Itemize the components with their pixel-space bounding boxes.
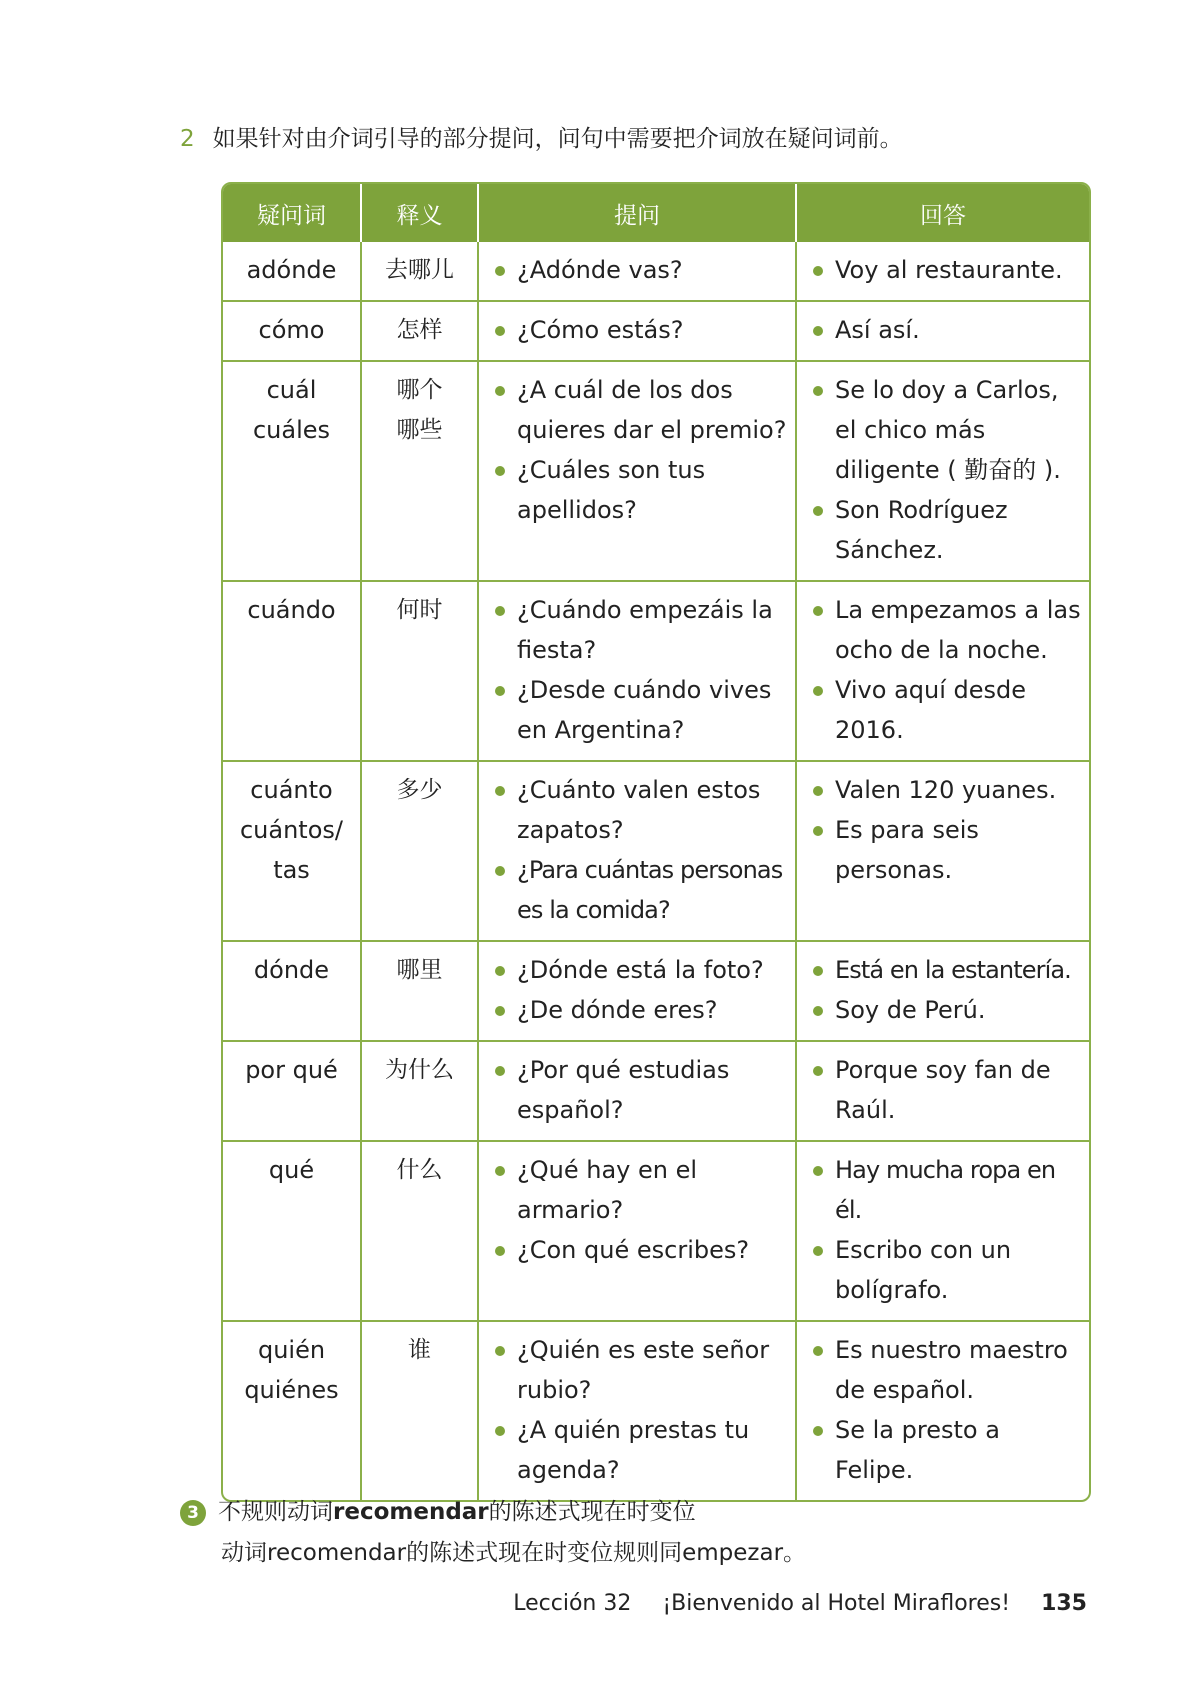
word-text: cómo bbox=[258, 316, 325, 344]
answer-cell bbox=[796, 581, 1089, 761]
answer-cell bbox=[796, 1141, 1089, 1321]
answer-item: Así así. bbox=[811, 310, 1083, 350]
table-row bbox=[223, 1321, 1089, 1500]
meaning-cell bbox=[361, 761, 478, 941]
meaning-text: 多少 bbox=[396, 777, 443, 803]
question-item: ¿A cuál de los dos quieres dar el premio? bbox=[493, 370, 789, 450]
header-meaning: 释义 bbox=[361, 184, 478, 242]
meaning-text: 谁 bbox=[408, 1337, 431, 1363]
meaning-cell bbox=[361, 1321, 478, 1500]
point-heading bbox=[180, 123, 903, 155]
answer-item: Es para seis personas. bbox=[811, 810, 1083, 890]
meaning-cell bbox=[361, 1041, 478, 1141]
point-number: 2 bbox=[180, 126, 195, 152]
question-item: ¿De dónde eres? bbox=[493, 990, 789, 1030]
word-cell bbox=[223, 761, 361, 941]
meaning-cell bbox=[361, 361, 478, 581]
question-cell bbox=[478, 1141, 796, 1321]
section-3-title-verb: recomendar bbox=[333, 1499, 489, 1525]
section-3-heading bbox=[180, 1497, 696, 1527]
word-cell bbox=[223, 1041, 361, 1141]
answer-cell bbox=[796, 301, 1089, 361]
meaning-cell bbox=[361, 581, 478, 761]
question-item: ¿Desde cuándo vives en Argentina? bbox=[493, 670, 789, 750]
word-text: quiénes bbox=[244, 1376, 339, 1404]
answer-cell bbox=[796, 242, 1089, 301]
header-question: 提问 bbox=[478, 184, 796, 242]
answer-item: Es nuestro maestro de español. bbox=[811, 1330, 1083, 1410]
point-text: 如果针对由介词引导的部分提问，问句中需要把介词放在疑问词前。 bbox=[212, 126, 903, 152]
word-cell bbox=[223, 581, 361, 761]
table-row bbox=[223, 581, 1089, 761]
answer-cell bbox=[796, 1041, 1089, 1141]
word-cell bbox=[223, 1141, 361, 1321]
page-footer bbox=[513, 1589, 1087, 1619]
table-row bbox=[223, 242, 1089, 301]
answer-item: Escribo con un bolígrafo. bbox=[811, 1230, 1083, 1310]
section-3-title-prefix: 不规则动词 bbox=[218, 1499, 333, 1525]
word-text: cuándo bbox=[247, 596, 336, 624]
question-item: ¿Cómo estás? bbox=[493, 310, 789, 350]
page-number: 135 bbox=[1041, 1591, 1087, 1616]
meaning-text: 怎样 bbox=[396, 317, 443, 343]
question-item: ¿Por qué estudias español? bbox=[493, 1050, 789, 1130]
word-text: quién bbox=[257, 1336, 326, 1364]
question-item: ¿Para cuántas personas es la comida? bbox=[493, 850, 789, 930]
section-3-badge: 3 bbox=[180, 1500, 206, 1526]
interrogatives-table bbox=[221, 182, 1091, 1502]
question-item: ¿Cuándo empezáis la fiesta? bbox=[493, 590, 789, 670]
header-word: 疑问词 bbox=[223, 184, 361, 242]
meaning-text: 哪些 bbox=[396, 417, 443, 443]
question-item: ¿Cuáles son tus apellidos? bbox=[493, 450, 789, 530]
word-text: cuáles bbox=[252, 416, 331, 444]
meaning-text: 什么 bbox=[396, 1157, 443, 1183]
word-cell bbox=[223, 361, 361, 581]
answer-cell bbox=[796, 761, 1089, 941]
question-cell bbox=[478, 361, 796, 581]
question-cell bbox=[478, 1041, 796, 1141]
meaning-cell bbox=[361, 242, 478, 301]
answer-item: Valen 120 yuanes. bbox=[811, 770, 1083, 810]
section-3-title-suffix: 的陈述式现在时变位 bbox=[488, 1499, 696, 1525]
question-item: ¿Dónde está la foto? bbox=[493, 950, 789, 990]
answer-item: Son Rodríguez Sánchez. bbox=[811, 490, 1083, 570]
question-cell bbox=[478, 242, 796, 301]
answer-item: Se la presto a Felipe. bbox=[811, 1410, 1083, 1490]
word-text: adónde bbox=[246, 256, 337, 284]
answer-item: Voy al restaurante. bbox=[811, 250, 1083, 290]
question-item: ¿Qué hay en el armario? bbox=[493, 1150, 789, 1230]
answer-cell bbox=[796, 361, 1089, 581]
answer-item: Vivo aquí desde 2016. bbox=[811, 670, 1083, 750]
table-row bbox=[223, 361, 1089, 581]
meaning-text: 何时 bbox=[396, 597, 443, 623]
word-text: cuántos/ bbox=[239, 816, 343, 844]
question-item: ¿Adónde vas? bbox=[493, 250, 789, 290]
word-text: por qué bbox=[245, 1056, 338, 1084]
word-cell bbox=[223, 1321, 361, 1500]
word-text: dónde bbox=[253, 956, 330, 984]
meaning-cell bbox=[361, 301, 478, 361]
question-cell bbox=[478, 301, 796, 361]
answer-item: Soy de Perú. bbox=[811, 990, 1083, 1030]
word-text: qué bbox=[268, 1156, 315, 1184]
meaning-cell bbox=[361, 941, 478, 1041]
table-row bbox=[223, 1141, 1089, 1321]
word-text: tas bbox=[273, 856, 310, 884]
answer-item: Está en la estantería. bbox=[811, 950, 1083, 990]
question-item: ¿A quién prestas tu agenda? bbox=[493, 1410, 789, 1490]
question-item: ¿Cuánto valen estos zapatos? bbox=[493, 770, 789, 850]
answer-item: Porque soy fan de Raúl. bbox=[811, 1050, 1083, 1130]
word-cell bbox=[223, 242, 361, 301]
word-cell bbox=[223, 941, 361, 1041]
answer-cell bbox=[796, 1321, 1089, 1500]
header-answer: 回答 bbox=[796, 184, 1089, 242]
question-item: ¿Con qué escribes? bbox=[493, 1230, 789, 1270]
footer-title: ¡Bienvenido al Hotel Miraflores! bbox=[662, 1591, 1011, 1616]
section-3-body: 动词recomendar的陈述式现在时变位规则同empezar。 bbox=[221, 1540, 807, 1566]
meaning-cell bbox=[361, 1141, 478, 1321]
table-row bbox=[223, 761, 1089, 941]
answer-item: Se lo doy a Carlos, el chico más diligente ( 勤奋的 ). bbox=[811, 370, 1083, 490]
answer-item: Hay mucha ropa en él. bbox=[811, 1150, 1083, 1230]
question-cell bbox=[478, 761, 796, 941]
meaning-text: 哪个 bbox=[396, 377, 443, 403]
question-cell bbox=[478, 581, 796, 761]
word-text: cuál bbox=[266, 376, 317, 404]
question-item: ¿Quién es este señor rubio? bbox=[493, 1330, 789, 1410]
question-cell bbox=[478, 941, 796, 1041]
table-row bbox=[223, 301, 1089, 361]
table-row bbox=[223, 941, 1089, 1041]
meaning-text: 去哪儿 bbox=[385, 257, 454, 283]
meaning-text: 为什么 bbox=[385, 1057, 454, 1083]
answer-item: La empezamos a las ocho de la noche. bbox=[811, 590, 1083, 670]
table-header-row bbox=[223, 184, 1089, 242]
question-cell bbox=[478, 1321, 796, 1500]
word-text: cuánto bbox=[250, 776, 333, 804]
table-row bbox=[223, 1041, 1089, 1141]
word-cell bbox=[223, 301, 361, 361]
meaning-text: 哪里 bbox=[396, 957, 443, 983]
answer-cell bbox=[796, 941, 1089, 1041]
footer-lesson: Lección 32 bbox=[513, 1591, 632, 1616]
